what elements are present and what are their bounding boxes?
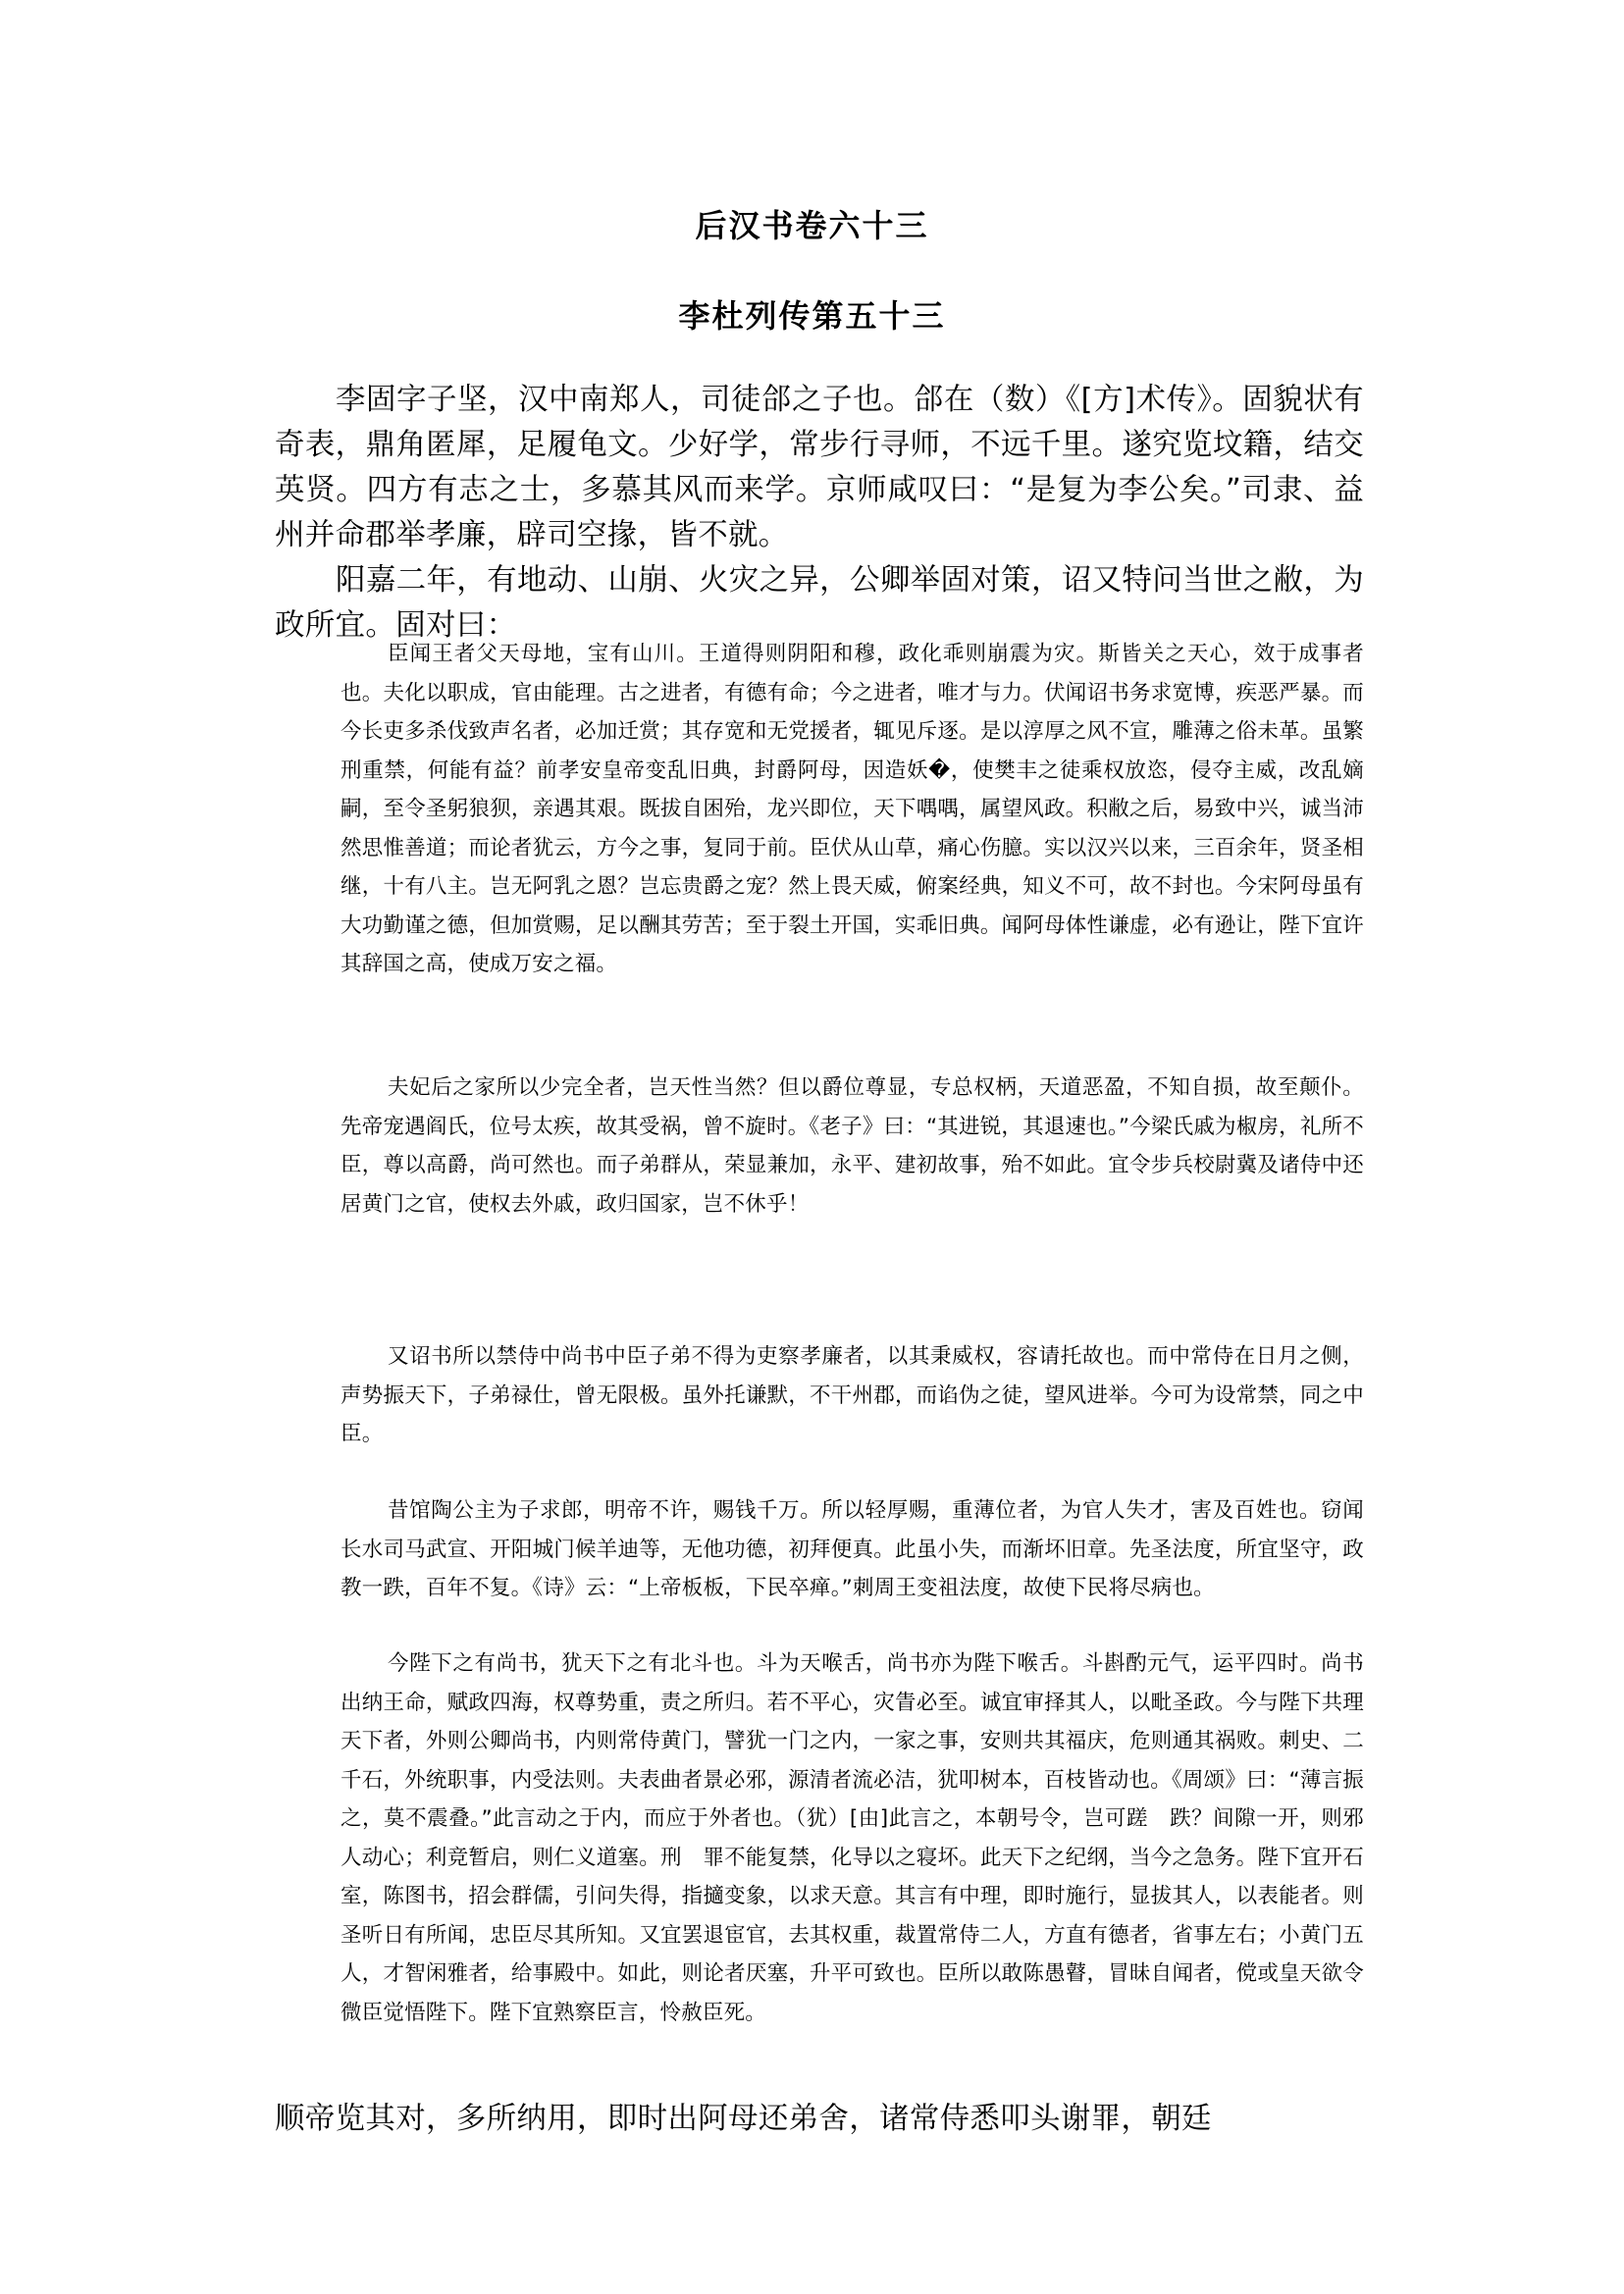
- chapter-title: 李杜列传第五十三: [678, 297, 946, 335]
- memorial-paragraph-3: 又诏书所以禁侍中尚书中臣子弟不得为吏察孝廉者，以其秉威权，容请托故也。而中常侍在日月之侧，声势振天下，子弟禄仕，曾无限极。虽外托谦默，不干州郡，而谄伪之徒，望风进举。今可为设常禁，同之中臣。: [341, 1344, 1364, 1446]
- memorial-paragraph-1: 臣闻王者父天母地，宝有山川。王道得则阴阳和穆，政化乖则崩震为灾。斯皆关之天心，效于成事者也。夫化以职成，官由能理。古之进者，有德有命；今之进者，唯才与力。伏闻诏书务求宽博，疾恶严暴。而今长吏多杀伐致声名者，必加迁赏；其存宽和无党援者，辄见斥逐。是以淳厚之风不宣，雕薄之俗未革。虽繁刑重禁，何能有益？前孝安皇帝变乱旧典，封爵阿母，因造妖�，使樊丰之徒乘权放恣，侵夺主威，改乱嫡嗣，至令圣躬狼狈，亲遇其艰。既拔自困殆，龙兴即位，天下喁喁，属望风政。积敝之后，易致中兴，诚当沛然思惟善道；而论者犹云，方今之事，复同于前。臣伏从山草，痛心伤臆。实以汉兴以来，三百余年，贤圣相继，十有八主。岂无阿乳之恩？岂忘贵爵之宠？然上畏天威，俯案经典，知义不可，故不封也。今宋阿母虽有大功勤谨之德，但加赏赐，足以酬其劳苦；至于裂土开国，实乖旧典。闻阿母体性谦虚，必有逊让，陛下宜许其辞国之高，使成万安之福。: [341, 642, 1364, 976]
- volume-title: 后汉书卷六十三: [695, 207, 929, 244]
- body-paragraph-2: 阳嘉二年，有地动、山崩、火灾之异，公卿举固对策，诏又特问当世之敝，为政所宜。固对曰：: [275, 563, 1364, 643]
- memorial-paragraph-4: 昔馆陶公主为子求郎，明帝不许，赐钱千万。所以轻厚赐，重薄位者，为官人失才，害及百姓也。窃闻长水司马武宣、开阳城门候羊迪等，无他功德，初拜便真。此虽小失，而渐坏旧章。先圣法度，所宜坚守，政教一跌，百年不复。《诗》云：“上帝板板，下民卒瘅。”刺周王变祖法度，故使下民将尽病也。: [341, 1498, 1364, 1600]
- memorial-paragraph-5: 今陛下之有尚书，犹天下之有北斗也。斗为天喉舌，尚书亦为陛下喉舌。斗斟酌元气，运平四时。尚书出纳王命，赋政四海，权尊势重，责之所归。若不平心，灾眚必至。诚宜审择其人，以毗圣政。今与陛下共理天下者，外则公卿尚书，内则常侍黄门，譬犹一门之内，一家之事，安则共其福庆，危则通其祸败。刺史、二千石，外统职事，内受法则。夫表曲者景必邪，源清者流必洁，犹叩树本，百枝皆动也。《周颂》曰：“薄言振之，莫不震叠。”此言动之于内，而应于外者也。（犹）[由]此言之，本朝号令，岂可蹉 跌？间隙一开，则邪人动心；利竞暂启，则仁义道塞。刑 罪不能复禁，化导以之寝坏。此天下之纪纲，当今之急务。陛下宜开石室，陈图书，招会群儒，引问失得，指擿变象，以求天意。其言有中理，即时施行，显拔其人，以表能者。则圣听日有所闻，忠臣尽其所知。又宜罢退宦官，去其权重，裁置常侍二人，方直有德者，省事左右；小黄门五人，才智闲雅者，给事殿中。如此，则论者厌塞，升平可致也。臣所以敢陈愚瞽，冒昧自闻者，傥或皇天欲令微臣觉悟陛下。陛下宜熟察臣言，怜赦臣死。: [341, 1651, 1364, 2025]
- memorial-paragraph-2: 夫妃后之家所以少完全者，岂天性当然？但以爵位尊显，专总权柄，天道恶盈，不知自损，故至颠仆。先帝宠遇阎氏，位号太疾，故其受祸，曾不旋时。《老子》曰：“其进锐，其退速也。”今梁氏戚为椒房，礼所不臣，尊以高爵，尚可然也。而子弟群从，荣显兼加，永平、建初故事，殆不如此。宜令步兵校尉冀及诸侍中还居黄门之官，使权去外戚，政归国家，岂不休乎！: [341, 1075, 1364, 1217]
- closing-paragraph: 顺帝览其对，多所纳用，即时出阿母还弟舍，诸常侍悉叩头谢罪，朝廷: [275, 2102, 1212, 2136]
- body-paragraph-1: 李固字子坚，汉中南郑人，司徒郃之子也。郃在（数）《[方]术传》。固貌状有奇表，鼎角匿犀，足履龟文。少好学，常步行寻师，不远千里。遂究览坟籍，结交英贤。四方有志之士，多慕其风而来学。京师咸叹曰：“是复为李公矣。”司隶、益州并命郡举孝廉，辟司空掾，皆不就。: [275, 383, 1364, 552]
